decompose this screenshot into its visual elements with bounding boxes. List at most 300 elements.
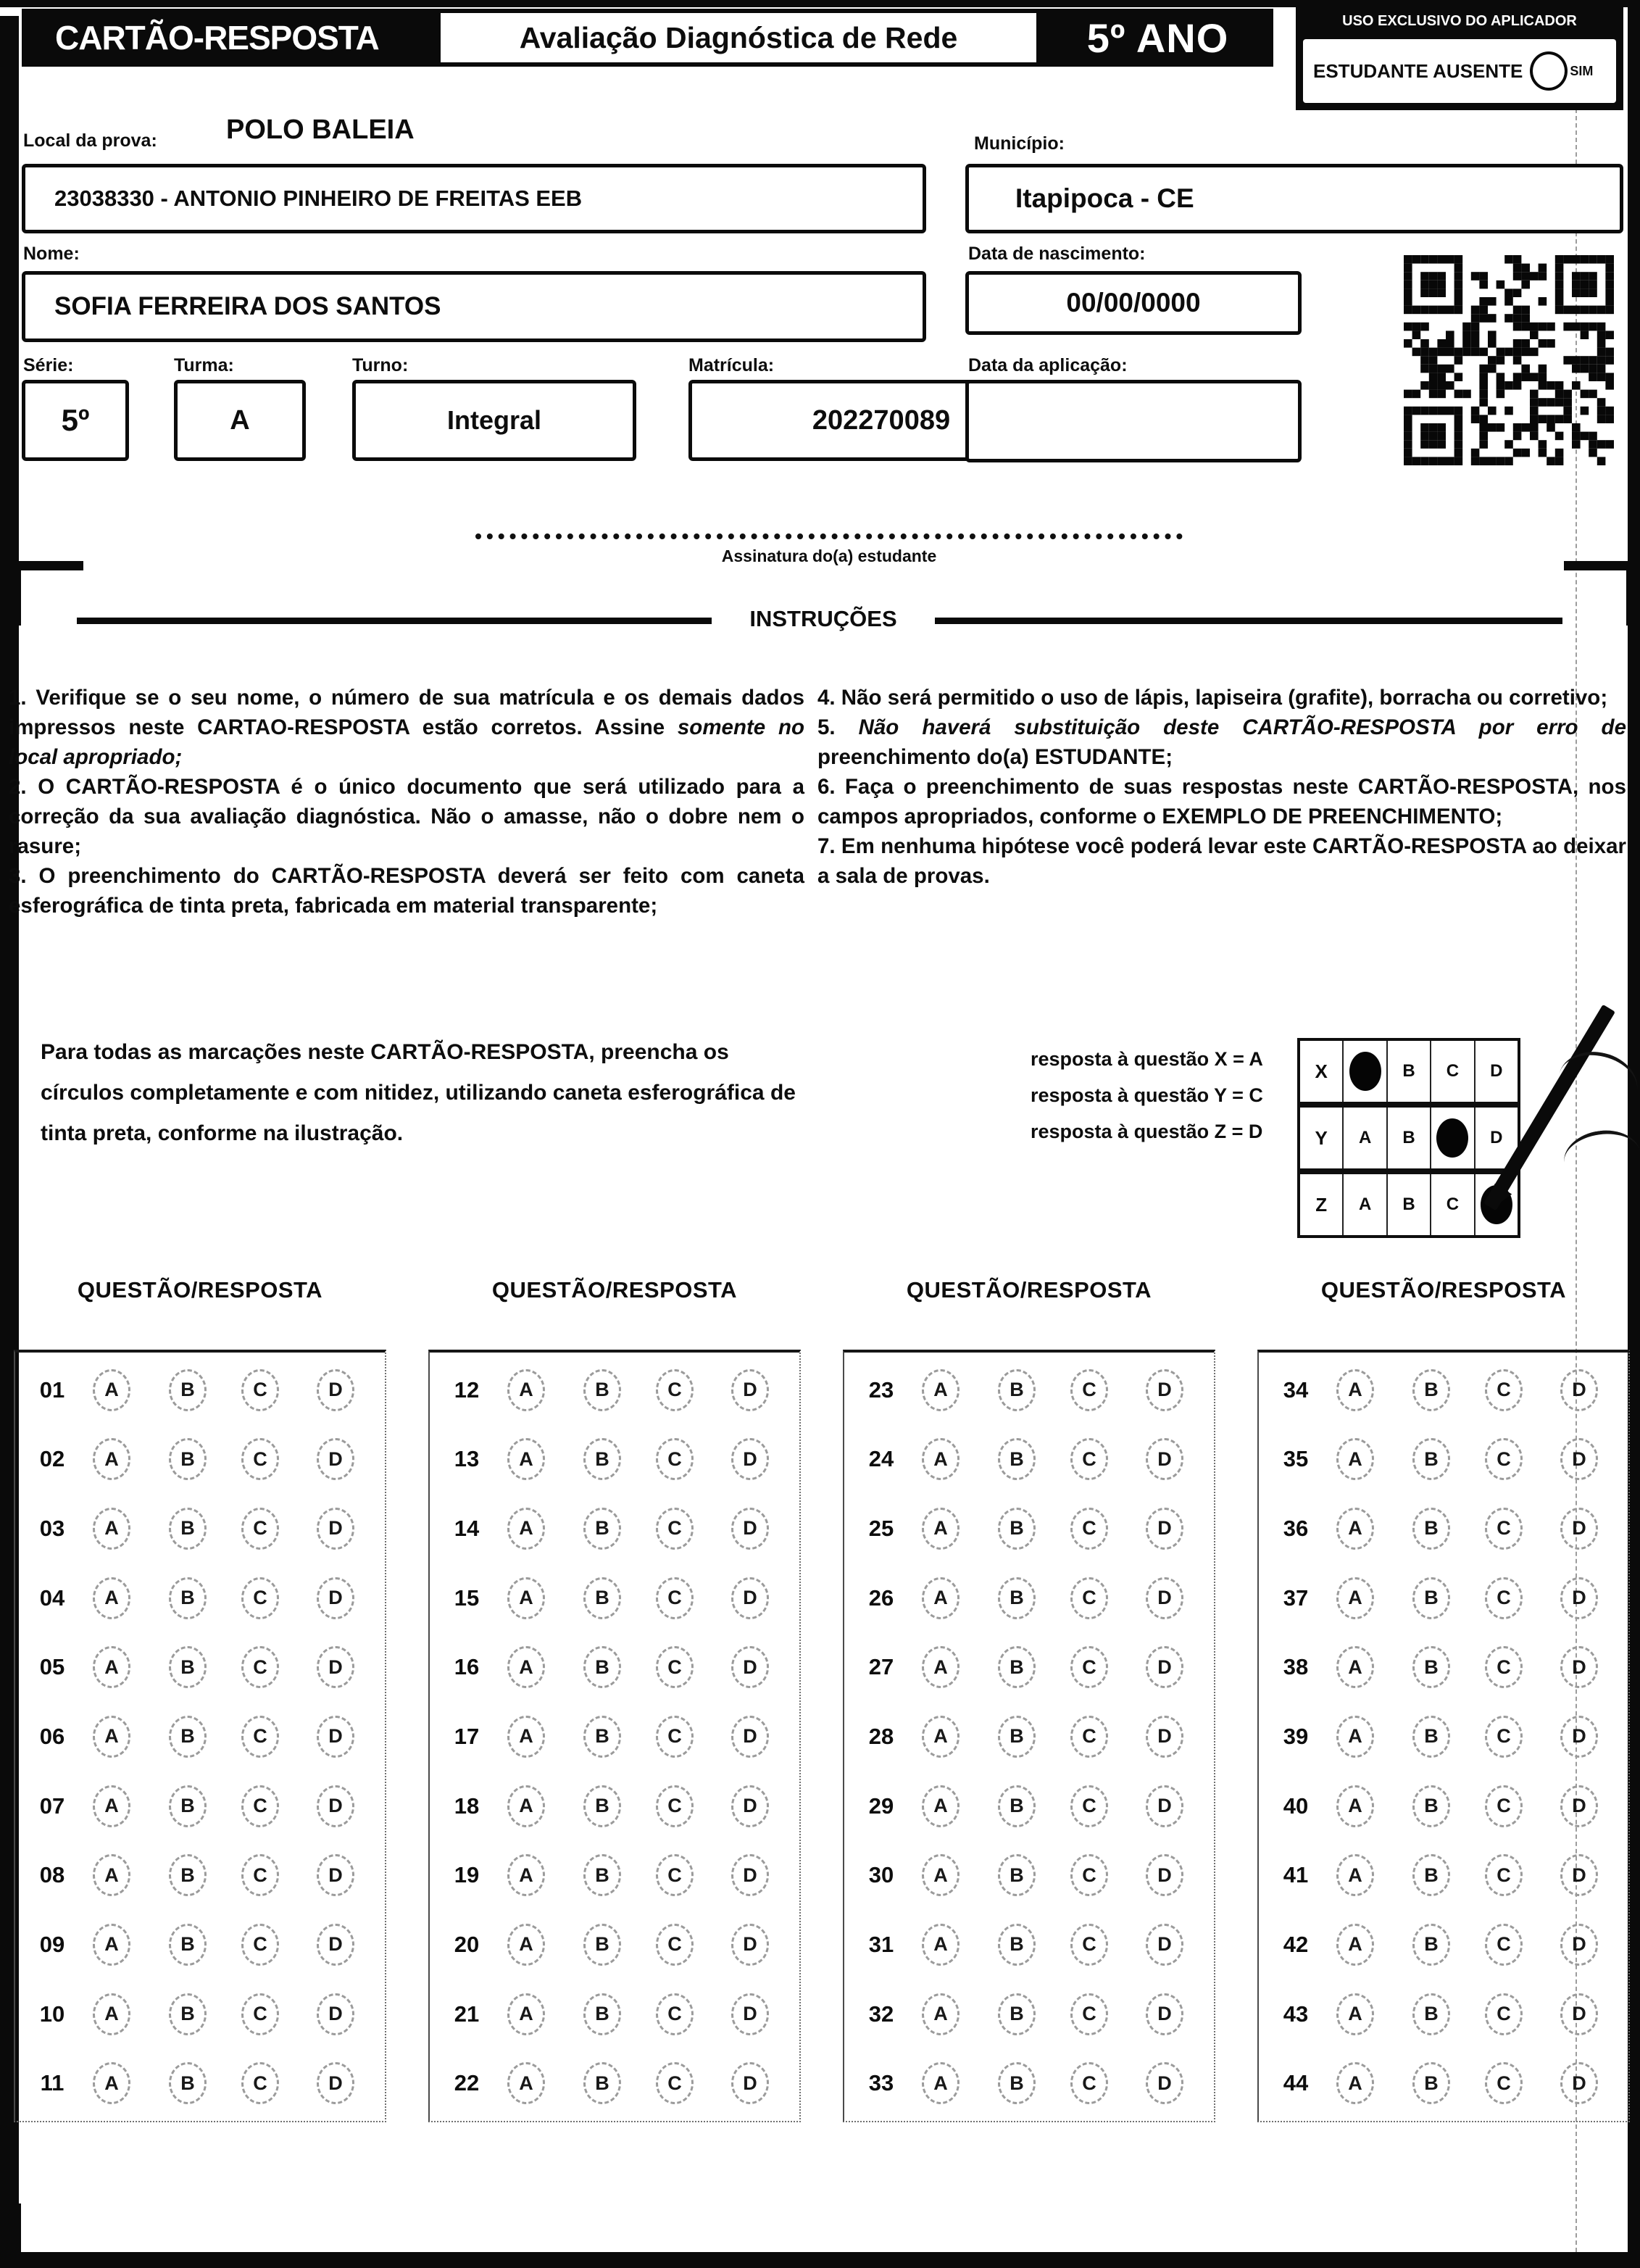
question-number: 15 [454, 1584, 480, 1611]
question-number: 10 [39, 2001, 65, 2027]
answer-bubble-01-b[interactable]: B [169, 1369, 207, 1411]
answer-bubble-40-a[interactable]: A [1336, 1785, 1374, 1827]
answer-bubble-27-b[interactable]: B [998, 1646, 1036, 1688]
answer-bubble-28-b[interactable]: B [998, 1716, 1036, 1758]
question-row [15, 1705, 385, 1769]
answer-column [1257, 1350, 1630, 2122]
question-number: 37 [1283, 1584, 1309, 1611]
answer-bubble-03-c[interactable]: C [241, 1508, 279, 1550]
question-number: 32 [868, 2001, 894, 2027]
question-row [15, 1913, 385, 1977]
question-number: 01 [39, 1376, 65, 1403]
answer-bubble-02-a[interactable]: A [93, 1438, 130, 1480]
answer-bubble-31-b[interactable]: B [998, 1924, 1036, 1966]
question-row [430, 1982, 799, 2046]
answer-bubble-33-d[interactable]: D [1146, 2062, 1183, 2104]
answer-bubble-26-a[interactable]: A [922, 1577, 960, 1619]
question-row [15, 2051, 385, 2115]
answer-bubble-25-c[interactable]: C [1070, 1508, 1108, 1550]
question-number: 35 [1283, 1446, 1309, 1472]
absent-option-label: SIM [1570, 63, 1594, 78]
answer-bubble-35-a[interactable]: A [1336, 1438, 1374, 1480]
question-row [15, 1497, 385, 1561]
answer-bubble-24-a[interactable]: A [922, 1438, 960, 1480]
answer-bubble-17-a[interactable]: A [507, 1716, 545, 1758]
answer-bubble-04-a[interactable]: A [93, 1577, 130, 1619]
answer-bubble-35-c[interactable]: C [1485, 1438, 1523, 1480]
question-row [1259, 1982, 1628, 2046]
answer-bubble-06-a[interactable]: A [93, 1716, 130, 1758]
question-row [430, 1843, 799, 1907]
answer-bubble-30-a[interactable]: A [922, 1854, 960, 1896]
application-date-label: Data da aplicação: [968, 355, 1128, 375]
question-row [844, 1982, 1214, 2046]
answer-bubble-44-a[interactable]: A [1336, 2062, 1374, 2104]
answer-bubble-24-c[interactable]: C [1070, 1438, 1108, 1480]
instruction-text: Não haverá substituição deste CARTÃO-RESPOSTA por erro de [858, 715, 1626, 739]
answer-bubble-36-d[interactable]: D [1560, 1508, 1598, 1550]
answer-bubble-19-b[interactable]: B [583, 1854, 621, 1896]
answer-bubble-36-c[interactable]: C [1485, 1508, 1523, 1550]
question-number: 18 [454, 1793, 480, 1819]
answer-bubble-33-a[interactable]: A [922, 2062, 960, 2104]
question-number: 07 [39, 1793, 65, 1819]
question-number: 02 [39, 1446, 65, 1472]
answer-bubble-28-d[interactable]: D [1146, 1716, 1183, 1758]
answer-bubble-22-d[interactable]: D [731, 2062, 769, 2104]
card-title: CARTÃO-RESPOSTA [55, 19, 379, 57]
enrollment-label: Matrícula: [688, 355, 775, 375]
answer-bubble-39-b[interactable]: B [1412, 1716, 1450, 1758]
question-row [15, 1358, 385, 1422]
example-option-letter: C [1446, 1195, 1460, 1214]
answer-bubble-25-a[interactable]: A [922, 1508, 960, 1550]
grid-column-header: QUESTÃO/RESPOSTA [77, 1277, 323, 1303]
answer-bubble-18-d[interactable]: D [731, 1785, 769, 1827]
answer-bubble-07-a[interactable]: A [93, 1785, 130, 1827]
answer-bubble-01-a[interactable]: A [93, 1369, 130, 1411]
answer-bubble-15-d[interactable]: D [731, 1577, 769, 1619]
answer-bubble-05-d[interactable]: D [317, 1646, 354, 1688]
answer-bubble-20-b[interactable]: B [583, 1924, 621, 1966]
answer-bubble-44-d[interactable]: D [1560, 2062, 1598, 2104]
answer-bubble-06-d[interactable]: D [317, 1716, 354, 1758]
question-row [430, 1705, 799, 1769]
example-question-label: Y [1300, 1108, 1344, 1168]
answer-bubble-15-b[interactable]: B [583, 1577, 621, 1619]
question-row [844, 1843, 1214, 1907]
answer-bubble-02-d[interactable]: D [317, 1438, 354, 1480]
answer-bubble-37-b[interactable]: B [1412, 1577, 1450, 1619]
answer-bubble-07-b[interactable]: B [169, 1785, 207, 1827]
answer-bubble-29-c[interactable]: C [1070, 1785, 1108, 1827]
question-row [15, 1635, 385, 1699]
grade-field-label: Série: [23, 355, 74, 375]
answer-bubble-08-d[interactable]: D [317, 1854, 354, 1896]
question-number: 29 [868, 1793, 894, 1819]
example-option-letter: B [1402, 1128, 1415, 1147]
answer-bubble-23-d[interactable]: D [1146, 1369, 1183, 1411]
question-number: 17 [454, 1723, 480, 1749]
question-row [1259, 1774, 1628, 1838]
answer-bubble-23-a[interactable]: A [922, 1369, 960, 1411]
answer-bubble-20-c[interactable]: C [656, 1924, 694, 1966]
answer-bubble-14-d[interactable]: D [731, 1508, 769, 1550]
answer-bubble-27-c[interactable]: C [1070, 1646, 1108, 1688]
question-row [1259, 1427, 1628, 1491]
answer-bubble-11-d[interactable]: D [317, 2062, 354, 2104]
question-row [430, 1566, 799, 1630]
question-row [15, 1843, 385, 1907]
answer-bubble-22-b[interactable]: B [583, 2062, 621, 2104]
instruction-text: 5. [817, 715, 859, 739]
shift-field: Integral [352, 380, 636, 461]
answer-bubble-03-b[interactable]: B [169, 1508, 207, 1550]
answer-bubble-07-d[interactable]: D [317, 1785, 354, 1827]
answer-bubble-14-a[interactable]: A [507, 1508, 545, 1550]
instruction-text: 6. Faça o preenchimento de suas respostas neste CARTÃO-RESPOSTA, nos campos apropriados, conforme o EXEMPLO DE PREENCHIMENTO; [817, 775, 1626, 828]
answer-bubble-26-d[interactable]: D [1146, 1577, 1183, 1619]
answer-bubble-34-a[interactable]: A [1336, 1369, 1374, 1411]
answer-bubble-12-a[interactable]: A [507, 1369, 545, 1411]
answer-bubble-11-c[interactable]: C [241, 2062, 279, 2104]
question-number: 40 [1283, 1793, 1309, 1819]
answer-bubble-32-b[interactable]: B [998, 1993, 1036, 2035]
answer-bubble-28-a[interactable]: A [922, 1716, 960, 1758]
answer-bubble-42-c[interactable]: C [1485, 1924, 1523, 1966]
answer-bubble-17-d[interactable]: D [731, 1716, 769, 1758]
answer-bubble-35-b[interactable]: B [1412, 1438, 1450, 1480]
answer-bubble-30-d[interactable]: D [1146, 1854, 1183, 1896]
answer-bubble-41-b[interactable]: B [1412, 1854, 1450, 1896]
question-number: 21 [454, 2001, 480, 2027]
answer-bubble-09-b[interactable]: B [169, 1924, 207, 1966]
municipality-field: Itapipoca - CE [965, 164, 1623, 233]
question-number: 25 [868, 1515, 894, 1541]
answer-bubble-33-b[interactable]: B [998, 2062, 1036, 2104]
answer-bubble-13-b[interactable]: B [583, 1438, 621, 1480]
answer-bubble-22-c[interactable]: C [656, 2062, 694, 2104]
question-row [844, 1358, 1214, 1422]
answer-bubble-03-d[interactable]: D [317, 1508, 354, 1550]
answer-bubble-23-c[interactable]: C [1070, 1369, 1108, 1411]
answer-bubble-07-c[interactable]: C [241, 1785, 279, 1827]
question-row [844, 1774, 1214, 1838]
question-row [430, 2051, 799, 2115]
answer-bubble-04-c[interactable]: C [241, 1577, 279, 1619]
answer-bubble-21-d[interactable]: D [731, 1993, 769, 2035]
question-number: 34 [1283, 1376, 1309, 1403]
answer-bubble-08-c[interactable]: C [241, 1854, 279, 1896]
birthdate-field: 00/00/0000 [965, 271, 1302, 335]
answer-bubble-19-a[interactable]: A [507, 1854, 545, 1896]
absent-label: ESTUDANTE AUSENTE [1313, 59, 1523, 82]
answer-bubble-08-b[interactable]: B [169, 1854, 207, 1896]
answer-bubble-24-d[interactable]: D [1146, 1438, 1183, 1480]
answer-bubble-02-b[interactable]: B [169, 1438, 207, 1480]
answer-bubble-12-d[interactable]: D [731, 1369, 769, 1411]
question-number: 22 [454, 2070, 480, 2096]
answer-bubble-25-d[interactable]: D [1146, 1508, 1183, 1550]
answer-bubble-16-a[interactable]: A [507, 1646, 545, 1688]
question-number: 42 [1283, 1931, 1309, 1957]
instruction-text: 1. Verifique se o seu nome, o número de sua matrícula e os demais dados impressos neste CARTAO-RESPOSTA estão corretos. Assine [9, 686, 804, 739]
answer-bubble-20-a[interactable]: A [507, 1924, 545, 1966]
answer-bubble-40-b[interactable]: B [1412, 1785, 1450, 1827]
answer-bubble-23-b[interactable]: B [998, 1369, 1036, 1411]
answer-bubble-37-a[interactable]: A [1336, 1577, 1374, 1619]
answer-bubble-26-b[interactable]: B [998, 1577, 1036, 1619]
question-row [1259, 1635, 1628, 1699]
answer-bubble-15-c[interactable]: C [656, 1577, 694, 1619]
answer-bubble-27-a[interactable]: A [922, 1646, 960, 1688]
answer-bubble-20-d[interactable]: D [731, 1924, 769, 1966]
answer-bubble-02-c[interactable]: C [241, 1438, 279, 1480]
answer-bubble-10-c[interactable]: C [241, 1993, 279, 2035]
question-number: 12 [454, 1376, 480, 1403]
answer-bubble-04-b[interactable]: B [169, 1577, 207, 1619]
answer-bubble-35-d[interactable]: D [1560, 1438, 1598, 1480]
answer-bubble-42-d[interactable]: D [1560, 1924, 1598, 1966]
answer-bubble-13-a[interactable]: A [507, 1438, 545, 1480]
answer-bubble-41-d[interactable]: D [1560, 1854, 1598, 1896]
question-number: 43 [1283, 2001, 1309, 2027]
birthdate-label: Data de nascimento: [968, 244, 1146, 264]
answer-bubble-38-a[interactable]: A [1336, 1646, 1374, 1688]
answer-bubble-13-d[interactable]: D [731, 1438, 769, 1480]
answer-bubble-09-a[interactable]: A [93, 1924, 130, 1966]
answer-bubble-44-c[interactable]: C [1485, 2062, 1523, 2104]
instructions-title: INSTRUÇÕES [749, 606, 897, 631]
example-option-letter: A [1358, 1195, 1372, 1214]
question-row [844, 1566, 1214, 1630]
answer-bubble-38-d[interactable]: D [1560, 1646, 1598, 1688]
answer-bubble-10-d[interactable]: D [317, 1993, 354, 2035]
answer-bubble-42-a[interactable]: A [1336, 1924, 1374, 1966]
answer-bubble-36-b[interactable]: B [1412, 1508, 1450, 1550]
answer-bubble-28-c[interactable]: C [1070, 1716, 1108, 1758]
answer-bubble-38-b[interactable]: B [1412, 1646, 1450, 1688]
question-row [1259, 1913, 1628, 1977]
answer-bubble-41-a[interactable]: A [1336, 1854, 1374, 1896]
answer-bubble-08-a[interactable]: A [93, 1854, 130, 1896]
question-row [1259, 1843, 1628, 1907]
answer-bubble-39-a[interactable]: A [1336, 1716, 1374, 1758]
answer-bubble-22-a[interactable]: A [507, 2062, 545, 2104]
question-number: 28 [868, 1723, 894, 1749]
class-label: Turma: [174, 355, 234, 375]
exam-site-label: Local da prova: [23, 130, 157, 151]
answer-bubble-21-a[interactable]: A [507, 1993, 545, 2035]
question-number: 03 [39, 1515, 65, 1541]
answer-bubble-24-b[interactable]: B [998, 1438, 1036, 1480]
answer-bubble-16-c[interactable]: C [656, 1646, 694, 1688]
answer-bubble-04-d[interactable]: D [317, 1577, 354, 1619]
question-row [430, 1427, 799, 1491]
fill-example-paragraph: Para todas as marcações neste CARTÃO-RESPOSTA, preencha os círculos completamente e com nitidez, utilizando caneta esferográfica de tinta preta, conforme na ilustração. [41, 1040, 796, 1145]
answer-bubble-30-b[interactable]: B [998, 1854, 1036, 1896]
answer-bubble-10-b[interactable]: B [169, 1993, 207, 2035]
question-row [430, 1774, 799, 1838]
grade-field: 5º [22, 380, 129, 461]
question-row [430, 1913, 799, 1977]
exam-name: Avaliação Diagnóstica de Rede [519, 20, 958, 54]
example-option-letter: B [1402, 1061, 1415, 1081]
grade-label: 5º ANO [1086, 14, 1229, 61]
school-field: 23038330 - ANTONIO PINHEIRO DE FREITAS EEB [22, 164, 926, 233]
question-row [844, 2051, 1214, 2115]
answer-bubble-18-b[interactable]: B [583, 1785, 621, 1827]
answer-bubble-43-a[interactable]: A [1336, 1993, 1374, 2035]
answer-bubble-18-a[interactable]: A [507, 1785, 545, 1827]
question-number: 06 [39, 1723, 65, 1749]
answer-bubble-17-b[interactable]: B [583, 1716, 621, 1758]
example-option-letter: D [1490, 1061, 1503, 1081]
instruction-text: 4. Não será permitido o uso de lápis, lapiseira (grafite), borracha ou corretivo; [817, 686, 1608, 710]
question-number: 41 [1283, 1862, 1309, 1888]
question-number: 44 [1283, 2070, 1309, 2096]
grid-column-header: QUESTÃO/RESPOSTA [906, 1277, 1152, 1303]
question-number: 33 [868, 2070, 894, 2096]
answer-bubble-31-c[interactable]: C [1070, 1924, 1108, 1966]
answer-bubble-16-b[interactable]: B [583, 1646, 621, 1688]
answer-bubble-42-b[interactable]: B [1412, 1924, 1450, 1966]
question-number: 11 [40, 2070, 64, 2096]
example-option-letter: B [1402, 1195, 1415, 1214]
answer-bubble-31-a[interactable]: A [922, 1924, 960, 1966]
answer-bubble-03-a[interactable]: A [93, 1508, 130, 1550]
question-row [844, 1427, 1214, 1491]
shift-label: Turno: [352, 355, 409, 375]
instruction-text: preenchimento do(a) ESTUDANTE; [817, 745, 1173, 769]
answer-bubble-19-d[interactable]: D [731, 1854, 769, 1896]
answer-column [14, 1350, 386, 2122]
grid-column-header: QUESTÃO/RESPOSTA [1320, 1277, 1567, 1303]
question-row [15, 1982, 385, 2046]
answer-column [843, 1350, 1215, 2122]
question-number: 13 [454, 1446, 480, 1472]
answer-bubble-10-a[interactable]: A [93, 1993, 130, 2035]
answer-bubble-39-d[interactable]: D [1560, 1716, 1598, 1758]
answer-bubble-29-a[interactable]: A [922, 1785, 960, 1827]
answer-bubble-19-c[interactable]: C [656, 1854, 694, 1896]
question-row [1259, 1566, 1628, 1630]
instruction-text: somente no local apropriado; [9, 715, 804, 769]
name-label: Nome: [23, 244, 80, 264]
answer-bubble-12-c[interactable]: C [656, 1369, 694, 1411]
answer-bubble-37-c[interactable]: C [1485, 1577, 1523, 1619]
answer-bubble-01-c[interactable]: C [241, 1369, 279, 1411]
question-row [844, 1497, 1214, 1561]
instruction-text: 7. Em nenhuma hipótese você poderá levar este CARTÃO-RESPOSTA ao deixar a sala de provas. [817, 834, 1626, 888]
question-number: 05 [39, 1654, 65, 1680]
municipality-label: Município: [974, 133, 1065, 154]
enrollment-field: 202270089 [688, 380, 1074, 461]
answer-bubble-36-a[interactable]: A [1336, 1508, 1374, 1550]
example-legend-line: resposta à questão Z = D [1031, 1121, 1263, 1142]
question-row [15, 1566, 385, 1630]
answer-bubble-34-c[interactable]: C [1485, 1369, 1523, 1411]
grid-column-header: QUESTÃO/RESPOSTA [491, 1277, 738, 1303]
answer-bubble-01-d[interactable]: D [317, 1369, 354, 1411]
question-row [1259, 1358, 1628, 1422]
answer-bubble-26-c[interactable]: C [1070, 1577, 1108, 1619]
instruction-text: 3. O preenchimento do CARTÃO-RESPOSTA deverá ser feito com caneta esferográfica de tinta preta, fabricada em material transparente; [9, 864, 804, 918]
answer-bubble-37-d[interactable]: D [1560, 1577, 1598, 1619]
answer-bubble-32-c[interactable]: C [1070, 1993, 1108, 2035]
answer-bubble-12-b[interactable]: B [583, 1369, 621, 1411]
answer-bubble-15-a[interactable]: A [507, 1577, 545, 1619]
answer-bubble-11-a[interactable]: A [93, 2062, 130, 2104]
answer-bubble-29-b[interactable]: B [998, 1785, 1036, 1827]
example-option-letter: D [1490, 1128, 1503, 1147]
answer-bubble-05-b[interactable]: B [169, 1646, 207, 1688]
answer-bubble-25-b[interactable]: B [998, 1508, 1036, 1550]
answer-bubble-43-c[interactable]: C [1485, 1993, 1523, 2035]
question-number: 04 [39, 1584, 65, 1611]
answer-bubble-14-b[interactable]: B [583, 1508, 621, 1550]
class-field: A [174, 380, 306, 461]
example-question-label: X [1300, 1041, 1344, 1102]
answer-bubble-06-c[interactable]: C [241, 1716, 279, 1758]
answer-bubble-18-c[interactable]: C [656, 1785, 694, 1827]
answer-bubble-17-c[interactable]: C [656, 1716, 694, 1758]
answer-bubble-14-c[interactable]: C [656, 1508, 694, 1550]
answer-bubble-41-c[interactable]: C [1485, 1854, 1523, 1896]
question-number: 30 [868, 1862, 894, 1888]
question-number: 08 [39, 1862, 65, 1888]
answer-bubble-39-c[interactable]: C [1485, 1716, 1523, 1758]
answer-bubble-34-b[interactable]: B [1412, 1369, 1450, 1411]
answer-bubble-34-d[interactable]: D [1560, 1369, 1598, 1411]
answer-bubble-32-a[interactable]: A [922, 1993, 960, 2035]
question-number: 14 [454, 1515, 480, 1541]
answer-bubble-31-d[interactable]: D [1146, 1924, 1183, 1966]
question-row [15, 1774, 385, 1838]
example-legend-line: resposta à questão Y = C [1031, 1084, 1263, 1106]
question-row [430, 1497, 799, 1561]
question-row [1259, 1497, 1628, 1561]
answer-bubble-43-b[interactable]: B [1412, 1993, 1450, 2035]
answer-bubble-43-d[interactable]: D [1560, 1993, 1598, 2035]
question-row [430, 1635, 799, 1699]
answer-bubble-33-c[interactable]: C [1070, 2062, 1108, 2104]
question-number: 39 [1283, 1723, 1309, 1749]
answer-bubble-11-b[interactable]: B [169, 2062, 207, 2104]
answer-bubble-32-d[interactable]: D [1146, 1993, 1183, 2035]
answer-bubble-05-a[interactable]: A [93, 1646, 130, 1688]
answer-bubble-40-d[interactable]: D [1560, 1785, 1598, 1827]
question-number: 09 [39, 1931, 65, 1957]
answer-bubble-13-c[interactable]: C [656, 1438, 694, 1480]
answer-bubble-21-c[interactable]: C [656, 1993, 694, 2035]
signature-label: Assinatura do(a) estudante [721, 547, 937, 565]
answer-bubble-44-b[interactable]: B [1412, 2062, 1450, 2104]
answer-bubble-38-c[interactable]: C [1485, 1646, 1523, 1688]
answer-bubble-16-d[interactable]: D [731, 1646, 769, 1688]
answer-bubble-29-d[interactable]: D [1146, 1785, 1183, 1827]
question-row [844, 1635, 1214, 1699]
answer-bubble-21-b[interactable]: B [583, 1993, 621, 2035]
question-number: 24 [868, 1446, 894, 1472]
answer-bubble-09-c[interactable]: C [241, 1924, 279, 1966]
answer-bubble-27-d[interactable]: D [1146, 1646, 1183, 1688]
answer-bubble-30-c[interactable]: C [1070, 1854, 1108, 1896]
answer-bubble-09-d[interactable]: D [317, 1924, 354, 1966]
answer-bubble-05-c[interactable]: C [241, 1646, 279, 1688]
answer-bubble-06-b[interactable]: B [169, 1716, 207, 1758]
answer-bubble-40-c[interactable]: C [1485, 1785, 1523, 1827]
